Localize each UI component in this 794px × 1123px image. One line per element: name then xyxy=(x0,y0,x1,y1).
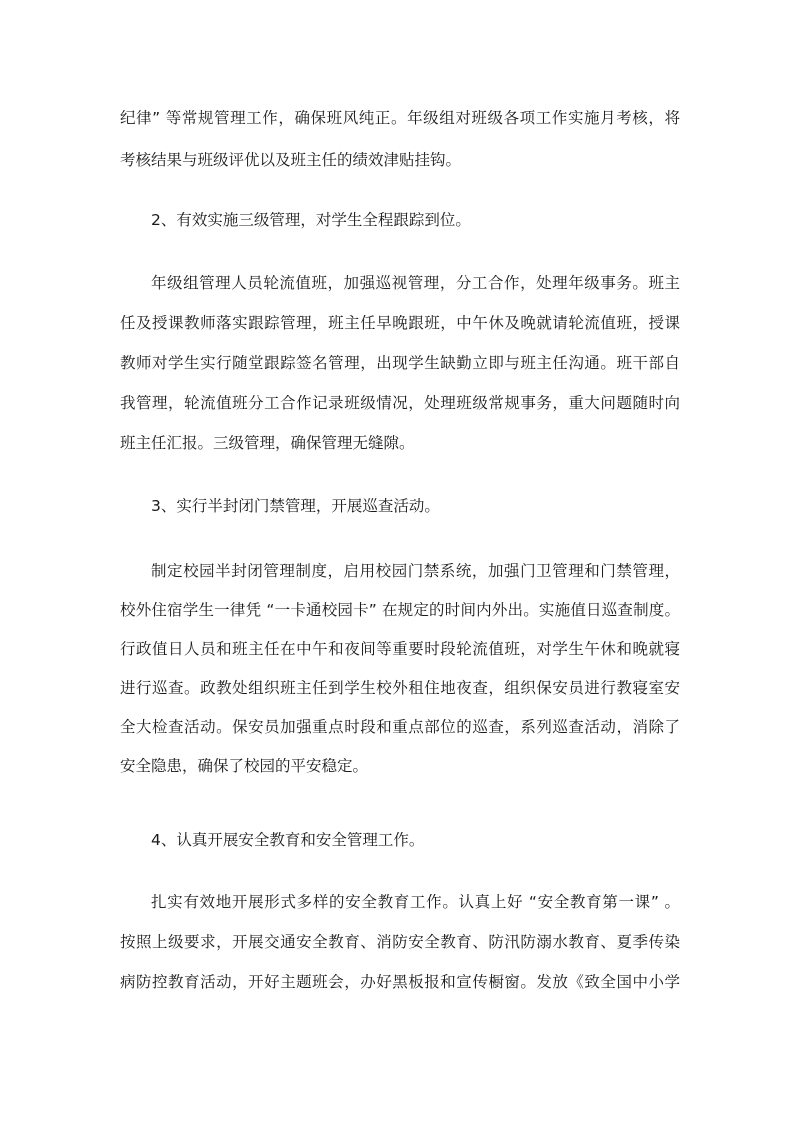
text-line: 行政值日人员和班主任在中午和夜间等重要时段轮流值班，对学生午休和晚就寝 xyxy=(120,640,680,658)
text-line: 病防控教育活动，开好主题班会，办好黑板报和宣传橱窗。发放《致全国中小学 xyxy=(120,973,680,991)
text-line: 安全隐患，确保了校园的平安稳定。 xyxy=(120,757,369,775)
text-line: 校外住宿学生一律凭 “一卡通校园卡” 在规定的时间内外出。实施值日巡查制度。 xyxy=(120,601,680,619)
text-line: 纪律” 等常规管理工作，确保班风纯正。年级组对班级各项工作实施月考核，将 xyxy=(120,109,680,127)
text-line: 年级组管理人员轮流值班，加强巡视管理，分工合作，处理年级事务。班主 xyxy=(151,274,680,292)
text-line: 按照上级要求，开展交通安全教育、消防安全教育、防汛防溺水教育、夏季传染 xyxy=(120,933,680,951)
text-line: 全大检查活动。保安员加强重点时段和重点部位的巡查，系列巡查活动，消除了 xyxy=(120,718,680,736)
text-line: 制定校园半封闭管理制度，启用校园门禁系统，加强门卫管理和门禁管理， xyxy=(151,562,680,580)
text-line: 扎实有效地开展形式多样的安全教育工作。认真上好 “安全教育第一课” 。 xyxy=(151,893,680,911)
heading-line: 2、有效实施三级管理，对学生全程跟踪到位。 xyxy=(151,211,471,229)
text-line: 班主任汇报。三级管理，确保管理无缝隙。 xyxy=(120,434,415,452)
text-line: 考核结果与班级评优以及班主任的绩效津贴挂钩。 xyxy=(120,151,462,169)
text-line: 我管理，轮流值班分工合作记录班级情况，处理班级常规事务，重大问题随时向 xyxy=(120,394,680,412)
text-line: 教师对学生实行随堂跟踪签名管理，出现学生缺勤立即与班主任沟通。班干部自 xyxy=(120,354,680,372)
heading-line: 4、认真开展安全教育和安全管理工作。 xyxy=(151,831,425,849)
text-line: 任及授课教师落实跟踪管理，班主任早晚跟班，中午休及晚就请轮流值班，授课 xyxy=(120,314,680,332)
heading-line: 3、实行半封闭门禁管理，开展巡查活动。 xyxy=(151,497,440,515)
text-line: 进行巡查。政教处组织班主任到学生校外租住地夜查，组织保安员进行教寝室安 xyxy=(120,679,680,697)
